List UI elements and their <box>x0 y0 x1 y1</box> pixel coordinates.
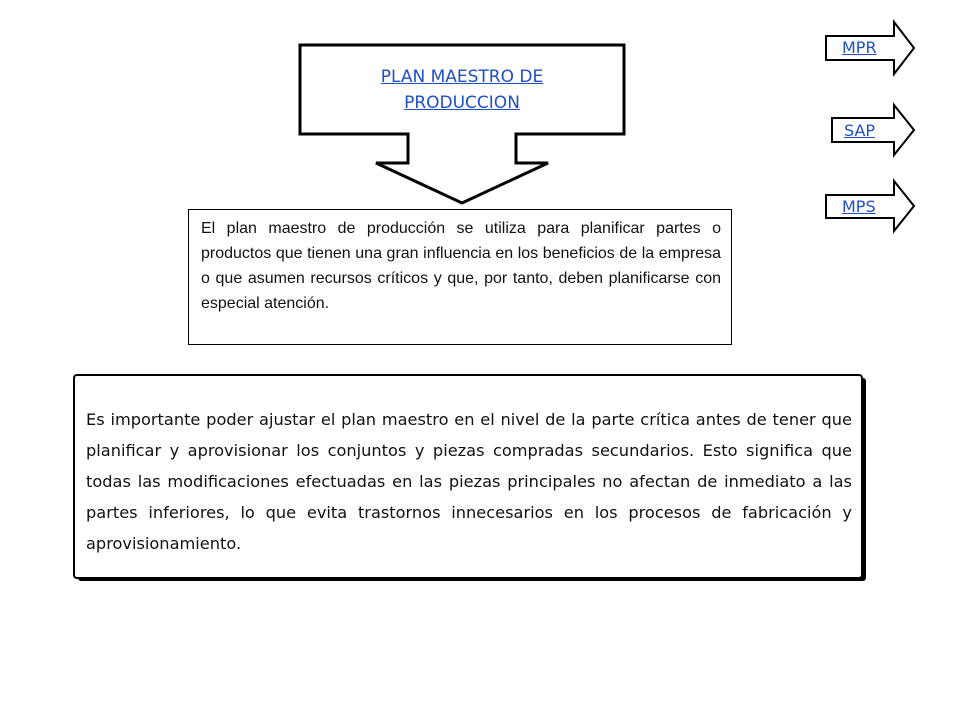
plan-maestro-link[interactable]: PLAN MAESTRO DE PRODUCCION <box>380 66 544 113</box>
sap-link[interactable]: SAP <box>844 121 876 140</box>
mps-link[interactable]: MPS <box>842 197 876 216</box>
mpr-link[interactable]: MPR <box>842 38 877 57</box>
description-text: El plan maestro de producción se utiliza para planificar partes o productos que tienen una gran influencia en los beneficios de la empresa o que asumen recursos críticos y que, por tanto, deben planificarse con especial atención. <box>201 220 721 312</box>
title-box <box>300 45 624 134</box>
main-box-text: Es importante poder ajustar el plan maestro en el nivel de la parte crítica antes de tener que planificar y aprovisionar los conjuntos y piezas compradas secundarios. Esto significa que todas las modificaciones efectuadas en las piezas principales no afectan de inmediato a las partes inferiores, lo que evita trastornos innecesarios en los procesos de fabricación y aprovisionamiento. <box>86 410 852 553</box>
description-box <box>188 209 732 345</box>
